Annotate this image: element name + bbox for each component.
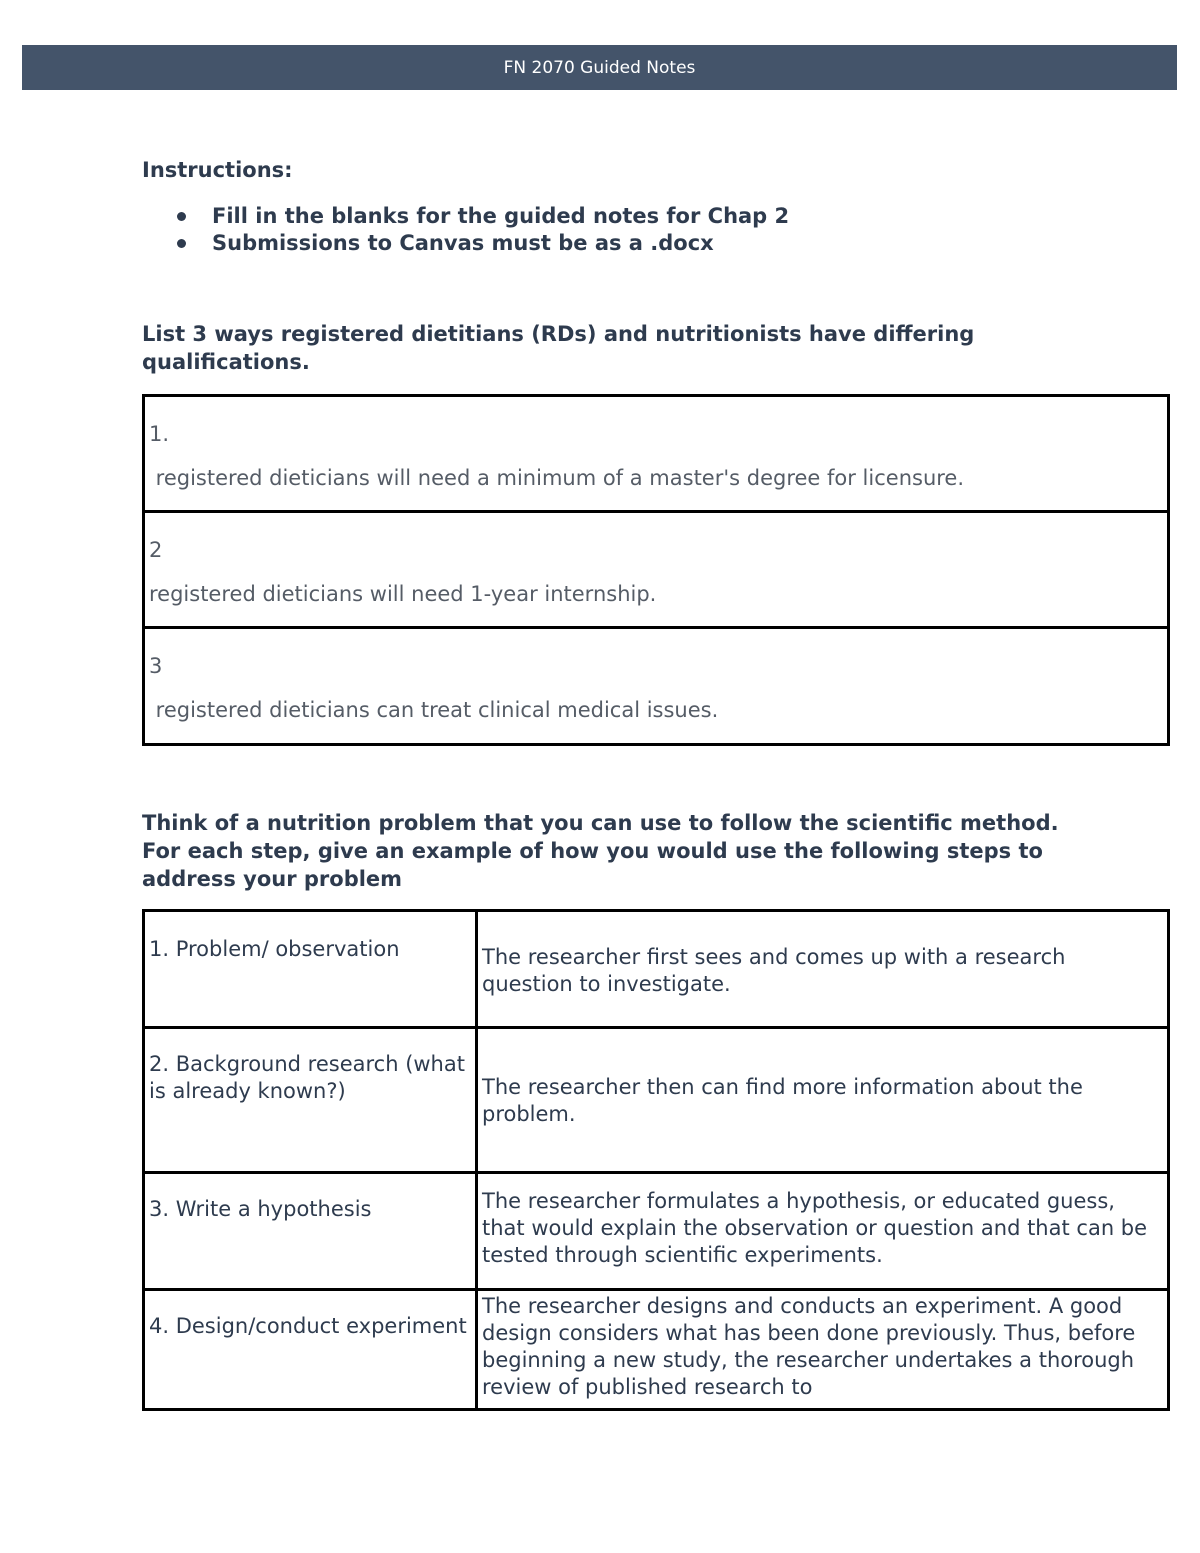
document-header: [22, 45, 1177, 90]
instructions-list: [175, 203, 789, 257]
qualifications-table: [142, 394, 1170, 746]
answer-cell[interactable]: [478, 1029, 1167, 1171]
step-label: 3. Write a hypothesis: [149, 1197, 372, 1221]
table-row: [145, 1029, 1167, 1174]
question2-prompt: Think of a nutrition problem that you can use to follow the scientific method. For each step, give an example of how you would use the following steps to address your problem: [142, 811, 1059, 891]
question1-prompt: List 3 ways registered dietitians (RDs) and nutritionists have differing qualifications.: [142, 322, 975, 374]
answer-text[interactable]: The researcher designs and conducts an experiment. A good design considers what has been done previously. Thus, before beginning a new study, the researcher undertakes a thorough review of published research to: [482, 1294, 1136, 1399]
answer-text[interactable]: registered dieticians will need a minimum of a master's degree for licensure.: [149, 466, 965, 490]
step-cell: [145, 1029, 478, 1171]
step-cell: [145, 1291, 478, 1408]
header-title: FN 2070 Guided Notes: [503, 57, 696, 78]
table-row: [145, 912, 1167, 1029]
row-number: 1.: [149, 422, 170, 446]
step-label: 2. Background research (what is already known?): [149, 1052, 465, 1103]
table-row: [145, 1174, 1167, 1291]
bullet-icon: [177, 239, 186, 248]
step-label: 1. Problem/ observation: [149, 937, 400, 961]
step-cell: [145, 1174, 478, 1288]
row-number: 3: [149, 654, 163, 678]
answer-text[interactable]: registered dieticians can treat clinical medical issues.: [149, 698, 719, 722]
table-row: [145, 1291, 1167, 1408]
answer-cell[interactable]: [478, 1174, 1167, 1288]
answer-text[interactable]: The researcher formulates a hypothesis, or educated guess, that would explain the observation or question and that can be tested through scientific experiments.: [482, 1189, 1148, 1267]
table-row: [145, 513, 1167, 629]
instruction-item: [175, 230, 789, 257]
answer-text[interactable]: The researcher then can find more information about the problem.: [482, 1075, 1083, 1126]
step-cell: [145, 912, 478, 1026]
bullet-icon: [177, 212, 186, 221]
instruction-text: Fill in the blanks for the guided notes for Chap 2: [212, 204, 790, 228]
instructions-title: Instructions:: [142, 158, 293, 182]
table-row: [145, 629, 1167, 743]
answer-text[interactable]: The researcher first sees and comes up with a research question to investigate.: [482, 945, 1066, 996]
table-row: [145, 397, 1167, 513]
row-number: 2: [149, 538, 163, 562]
answer-cell[interactable]: [478, 1291, 1167, 1408]
instruction-item: [175, 203, 789, 230]
instruction-text: Submissions to Canvas must be as a .docx: [212, 231, 714, 255]
answer-text[interactable]: registered dieticians will need 1-year internship.: [149, 582, 657, 606]
scientific-method-table: [142, 909, 1170, 1411]
answer-cell[interactable]: [478, 912, 1167, 1026]
step-label: 4. Design/conduct experiment: [149, 1314, 467, 1338]
